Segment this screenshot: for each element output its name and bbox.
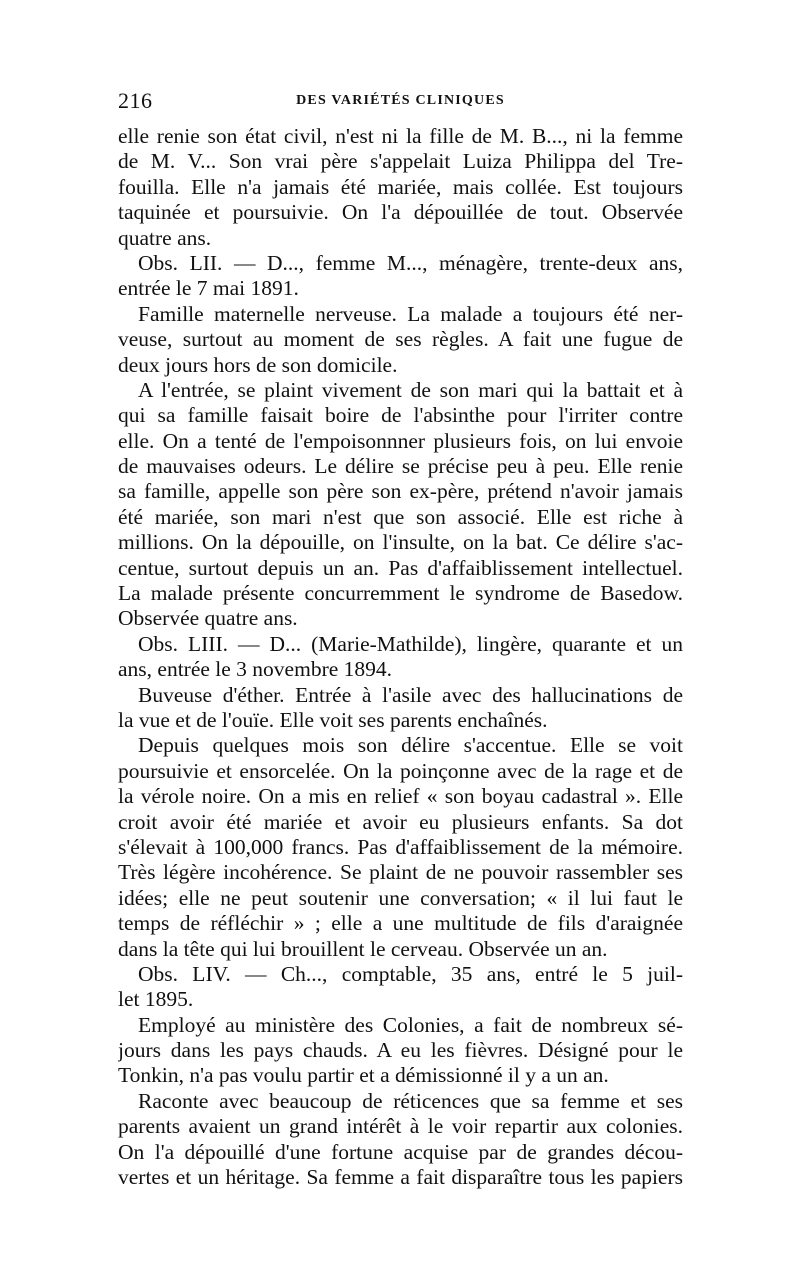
text-line: jours dans les pays chauds. A eu les fièvres. Désigné pour le	[118, 1038, 683, 1063]
text-line: sa famille, appelle son père son ex-père, prétend n'avoir jamais	[118, 479, 683, 504]
text-line: Obs. LII. — D..., femme M..., ménagère, trente-deux ans,	[138, 250, 683, 275]
text-line: Observée quatre ans.	[118, 606, 298, 631]
text-line: la vérole noire. On a mis en relief « son boyau cadastral ». Elle	[118, 784, 683, 809]
text-line: poursuivie et ensorcelée. On la poinçonne avec de la rage et de	[118, 758, 683, 783]
text-line: la vue et de l'ouïe. Elle voit ses parents enchaînés.	[118, 707, 548, 732]
text-line: qui sa famille faisait boire de l'absinthe pour l'irriter contre	[118, 403, 683, 428]
text-line: ans, entrée le 3 novembre 1894.	[118, 657, 393, 682]
text-line: s'élevait à 100,000 francs. Pas d'affaiblissement de la mémoire.	[118, 834, 683, 859]
text-line: Obs. LIV. — Ch..., comptable, 35 ans, entré le 5 juil-	[138, 961, 683, 986]
text-line: entrée le 7 mai 1891.	[118, 276, 299, 301]
text-line: Employé au ministère des Colonies, a fait de nombreux sé-	[138, 1012, 683, 1037]
text-line: veuse, surtout au moment de ses règles. A fait une fugue de	[118, 327, 683, 352]
body-text	[118, 124, 683, 1190]
text-line: de M. V... Son vrai père s'appelait Luiza Philippa del Tre-	[118, 149, 683, 174]
text-line: Raconte avec beaucoup de réticences que sa femme et ses	[138, 1088, 683, 1113]
text-line: millions. On la dépouille, on l'insulte, on la bat. Ce délire s'ac-	[118, 530, 683, 555]
text-line: de mauvaises odeurs. Le délire se précise peu à peu. Elle renie	[118, 454, 683, 479]
text-line: taquinée et poursuivie. On l'a dépouillée de tout. Observée	[118, 200, 683, 225]
text-line: Depuis quelques mois son délire s'accentue. Elle se voit	[138, 733, 683, 758]
text-line: A l'entrée, se plaint vivement de son mari qui la battait et à	[138, 377, 683, 402]
text-line: let 1895.	[118, 987, 194, 1012]
text-line: parents avaient un grand intérêt à le voir repartir aux colonies.	[118, 1114, 683, 1139]
page-header	[118, 88, 683, 118]
text-line: elle. On a tenté de l'empoisonnner plusieurs fois, on lui envoie	[118, 428, 683, 453]
text-line: croit avoir été mariée et avoir eu plusieurs enfants. Sa dot	[118, 809, 683, 834]
text-line: Tonkin, n'a pas voulu partir et a démissionné il y a un an.	[118, 1063, 609, 1088]
text-line: vertes et un héritage. Sa femme a fait disparaître tous les papiers	[118, 1165, 683, 1190]
text-line: deux jours hors de son domicile.	[118, 352, 398, 377]
text-line: idées; elle ne peut soutenir une conversation; « il lui faut le	[118, 885, 683, 910]
text-line: Buveuse d'éther. Entrée à l'asile avec des hallucinations de	[138, 682, 683, 707]
text-line: La malade présente concurremment le syndrome de Basedow.	[118, 581, 683, 606]
text-line: quatre ans.	[118, 225, 212, 250]
text-line: dans la tête qui lui brouillent le cerveau. Observée un an.	[118, 936, 608, 961]
text-line: été mariée, son mari n'est que son associé. Elle est riche à	[118, 504, 683, 529]
page-number: 216	[118, 88, 153, 113]
text-line: Famille maternelle nerveuse. La malade a toujours été ner-	[138, 301, 683, 326]
running-head: DES VARIÉTÉS CLINIQUES	[296, 93, 505, 108]
text-line: Très légère incohérence. Se plaint de ne pouvoir rassembler ses	[118, 860, 683, 885]
text-line: temps de réfléchir » ; elle a une multitude de fils d'araignée	[118, 911, 683, 936]
text-line: fouilla. Elle n'a jamais été mariée, mais collée. Est toujours	[118, 174, 683, 199]
text-line: Obs. LIII. — D... (Marie-Mathilde), lingère, quarante et un	[138, 631, 683, 656]
text-line: On l'a dépouillé d'une fortune acquise par de grandes décou-	[118, 1139, 683, 1164]
text-line: elle renie son état civil, n'est ni la fille de M. B..., ni la femme	[118, 124, 683, 148]
text-line: centue, surtout depuis un an. Pas d'affaiblissement intellectuel.	[118, 555, 683, 580]
